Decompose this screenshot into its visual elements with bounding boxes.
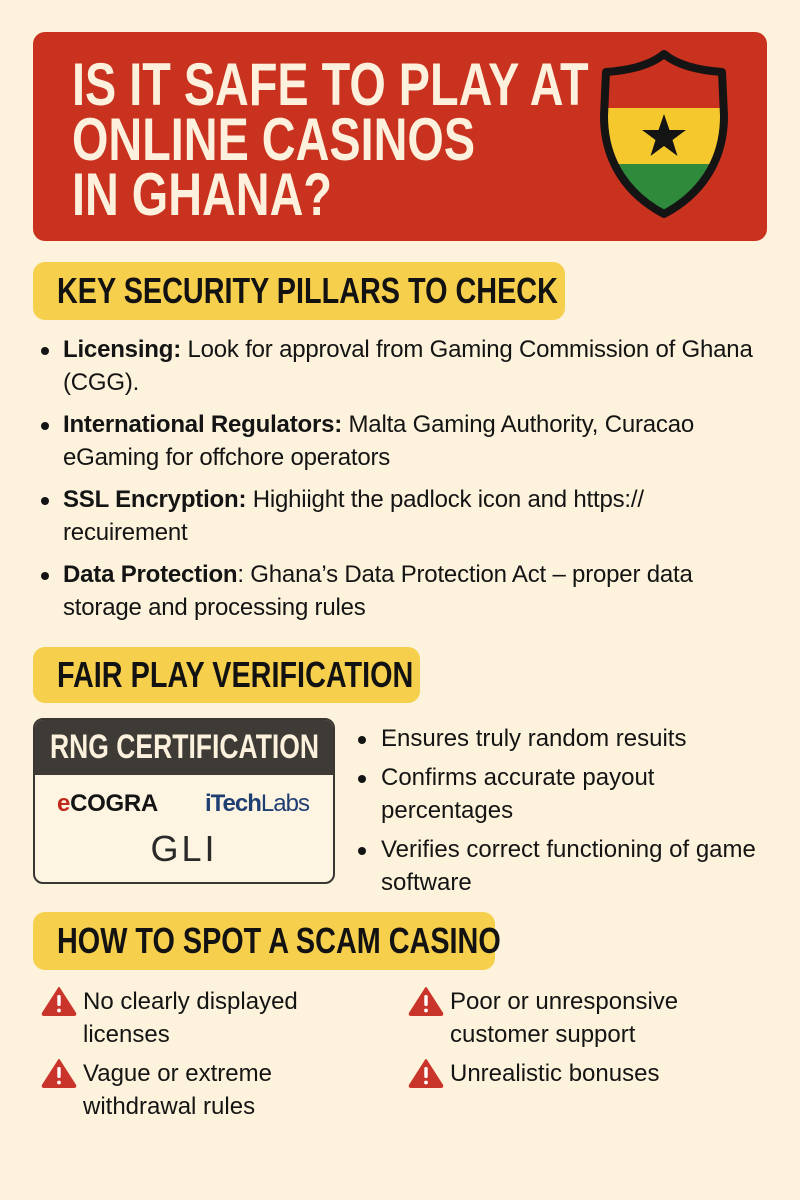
security-pillars-list [36, 333, 756, 633]
bullet-icon [41, 497, 49, 505]
scam-warning-item [41, 985, 361, 1051]
pillar-international-regulators [36, 408, 756, 474]
fair-play-item-text: Verifies correct functioning of game software [381, 836, 756, 896]
bullet-icon [358, 847, 366, 855]
rng-certification-header [35, 720, 333, 775]
fair-play-item [352, 833, 772, 899]
pillar-ssl-encryption [36, 483, 756, 549]
scam-warning-text: Vague or extreme withdrawal rules [83, 1060, 272, 1120]
scam-casino-heading [33, 912, 501, 970]
pillar-data-protection [36, 558, 756, 624]
warning-triangle-icon [41, 986, 77, 1016]
title-line-2: ONLINE CASINOS [72, 106, 476, 173]
pillar-text: Highiight the padlock icon and https:// recuirement [63, 486, 644, 546]
scam-warning-item [41, 1057, 361, 1123]
page-title [72, 51, 632, 228]
itech-logo-bold: iTech [205, 790, 261, 817]
security-pillars-heading [33, 262, 565, 320]
rng-certification-box [33, 718, 335, 884]
pillar-text: : Ghana’s Data Protection Act – proper data storage and processing rules [63, 561, 693, 621]
fair-play-heading-text: FAIR PLAY VERIFICATION [57, 654, 414, 695]
fair-play-list [352, 722, 772, 905]
pillar-term: Licensing: [63, 336, 182, 363]
security-pillars-heading-text: KEY SECURITY PILLARS TO CHECK [57, 270, 558, 311]
bullet-icon [358, 736, 366, 744]
scam-warning-item [408, 1057, 768, 1090]
fair-play-item [352, 722, 772, 755]
bullet-icon [41, 347, 49, 355]
fair-play-item [352, 761, 772, 827]
ecogra-logo-prefix: e [57, 790, 71, 817]
scam-warning-text: No clearly displayed licenses [83, 988, 298, 1048]
pillar-text: Look for approval from Gaming Commission of Ghana (CGG). [63, 336, 753, 396]
ecogra-logo [57, 790, 158, 818]
warning-triangle-icon [408, 986, 444, 1016]
pillar-text: Malta Gaming Authority, Curacao eGaming for offchore operators [63, 411, 695, 471]
scam-warning-text: Unrealistic bonuses [450, 1060, 660, 1087]
scam-warning-item [408, 985, 768, 1051]
pillar-term: Data Protection [63, 561, 238, 588]
gli-logo: GLI [150, 828, 218, 869]
pillar-licensing [36, 333, 756, 399]
scam-casino-heading-text: HOW TO SPOT A SCAM CASINO [57, 920, 501, 961]
fair-play-item-text: Ensures truly random resuits [381, 725, 687, 752]
itech-logo-light: Labs [260, 790, 309, 817]
ghana-flag-shield-icon [590, 46, 738, 222]
itech-labs-logo [205, 790, 309, 818]
pillar-term: International Regulators: [63, 411, 343, 438]
rng-certification-title: RNG CERTIFICATION [49, 728, 319, 766]
fair-play-item-text: Confirms accurate payout percentages [381, 764, 655, 824]
warning-triangle-icon [408, 1058, 444, 1088]
warning-triangle-icon [41, 1058, 77, 1088]
title-line-3: IN GHANA? [72, 161, 332, 228]
ecogra-logo-rest: COGRA [70, 790, 158, 817]
bullet-icon [41, 422, 49, 430]
scam-warning-text: Poor or unresponsive customer support [450, 988, 679, 1048]
fair-play-heading [33, 647, 420, 703]
pillar-term: SSL Encryption: [63, 486, 247, 513]
title-line-1: IS IT SAFE TO PLAY AT [72, 51, 589, 118]
bullet-icon [41, 572, 49, 580]
bullet-icon [358, 775, 366, 783]
